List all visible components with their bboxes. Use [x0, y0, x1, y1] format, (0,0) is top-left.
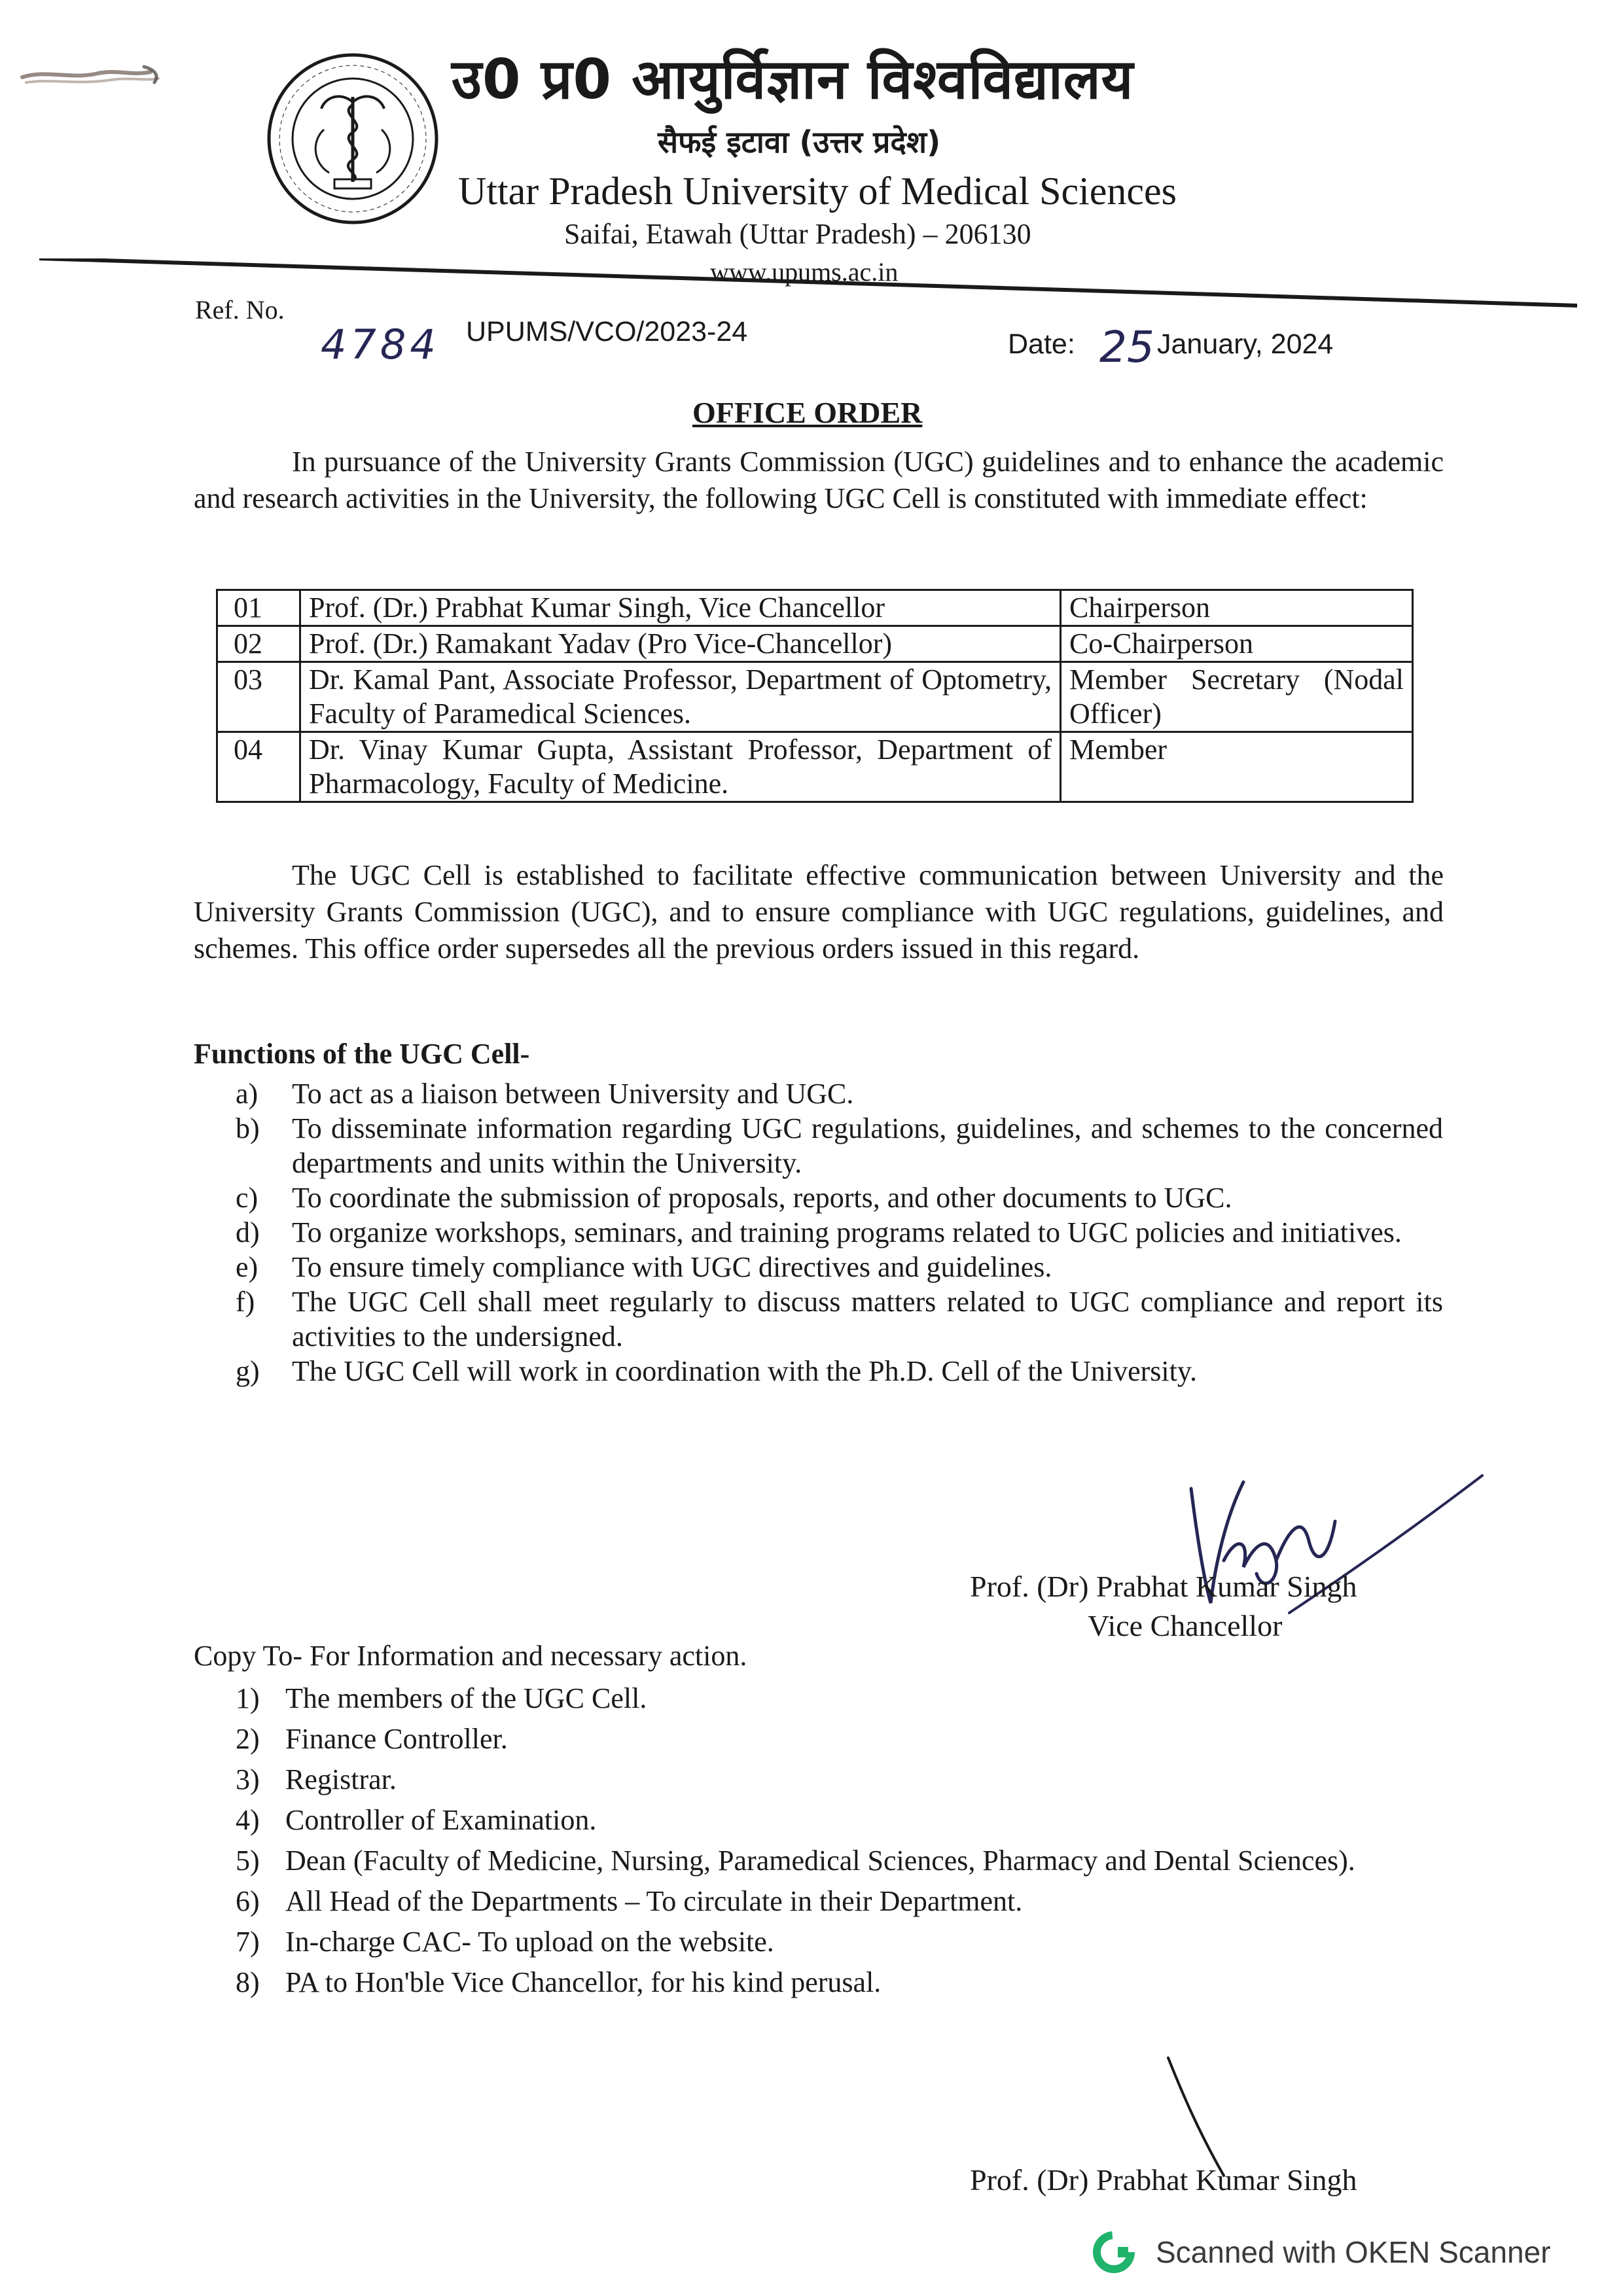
university-location-hindi: सैफई इटावा (उत्तर प्रदेश)	[658, 124, 941, 160]
list-item	[236, 1284, 1443, 1354]
list-marker: 8)	[236, 1966, 260, 1998]
list-text: Controller of Examination.	[285, 1804, 597, 1836]
scan-smudge-mark	[20, 60, 164, 90]
list-text: The UGC Cell shall meet regularly to discuss matters related to UGC compliance and report its activities to the undersigned.	[292, 1286, 1443, 1352]
footer-signatory-name: Prof. (Dr) Prabhat Kumar Singh	[970, 2163, 1357, 2197]
member-name: Prof. (Dr.) Ramakant Yadav (Pro Vice-Chancellor)	[300, 626, 1061, 662]
reference-label: Ref. No.	[195, 295, 285, 325]
member-role: Member Secretary (Nodal Officer)	[1061, 662, 1413, 732]
list-marker: 7)	[236, 1926, 260, 1958]
list-item	[236, 1800, 1443, 1841]
member-serial: 01	[217, 590, 300, 626]
list-text: The UGC Cell will work in coordination with the Ph.D. Cell of the University.	[292, 1355, 1197, 1387]
university-name-hindi: उ0 प्र0 आयुर्विज्ञान विश्वविद्यालय	[452, 47, 1134, 111]
member-name: Prof. (Dr.) Prabhat Kumar Singh, Vice Chancellor	[300, 590, 1061, 626]
table-row	[217, 662, 1413, 732]
scanner-watermark-text: Scanned with OKEN Scanner	[1156, 2235, 1551, 2269]
member-name: Dr. Kamal Pant, Associate Professor, Department of Optometry, Faculty of Paramedical Sciences.	[300, 662, 1061, 732]
list-marker: 4)	[236, 1804, 260, 1836]
functions-list	[236, 1076, 1443, 1388]
member-role: Member	[1061, 732, 1413, 802]
list-marker: d)	[236, 1216, 260, 1248]
list-item	[236, 1841, 1443, 1881]
list-item	[236, 1678, 1443, 1719]
date-month-year: January, 2024	[1157, 328, 1334, 360]
copy-to-list	[236, 1678, 1443, 2003]
member-role: Chairperson	[1061, 590, 1413, 626]
list-item	[236, 1881, 1443, 1922]
list-item	[236, 1354, 1443, 1388]
list-marker: c)	[236, 1182, 259, 1214]
list-item	[236, 1719, 1443, 1759]
list-text: In-charge CAC- To upload on the website.	[285, 1926, 774, 1958]
list-text: The members of the UGC Cell.	[285, 1682, 647, 1714]
university-address: Saifai, Etawah (Uttar Pradesh) – 206130	[564, 218, 1031, 250]
list-text: PA to Hon'ble Vice Chancellor, for his kind perusal.	[285, 1966, 882, 1998]
list-text: Finance Controller.	[285, 1723, 508, 1755]
list-marker: 6)	[236, 1885, 260, 1917]
list-text: To disseminate information regarding UGC regulations, guidelines, and schemes to the concerned departments and units within the University.	[292, 1112, 1443, 1179]
date-day-handwritten: 25	[1099, 322, 1154, 372]
list-item	[236, 1250, 1443, 1284]
document-title: OFFICE ORDER	[692, 396, 923, 429]
list-item	[236, 1962, 1443, 2003]
list-marker: 5)	[236, 1845, 260, 1877]
list-item	[236, 1922, 1443, 1962]
list-item	[236, 1180, 1443, 1215]
list-marker: f)	[236, 1286, 255, 1318]
table-row	[217, 590, 1413, 626]
list-item	[236, 1076, 1443, 1111]
member-serial: 02	[217, 626, 300, 662]
table-row	[217, 732, 1413, 802]
list-marker: b)	[236, 1112, 260, 1144]
signatory-name: Prof. (Dr) Prabhat Kumar Singh	[970, 1570, 1357, 1603]
intro-paragraph: In pursuance of the University Grants Commission (UGC) guidelines and to enhance the academic and research activities in the University, the following UGC Cell is constituted with immediate effect:	[194, 446, 1444, 514]
scanner-logo-icon	[1092, 2230, 1136, 2274]
scanner-watermark	[1092, 2230, 1550, 2274]
member-serial: 03	[217, 662, 300, 732]
list-marker: 1)	[236, 1682, 260, 1714]
university-website: www.upums.ac.in	[710, 257, 899, 287]
reference-number-handwritten: 4784	[321, 321, 440, 368]
date-label: Date:	[1008, 328, 1075, 360]
list-marker: 2)	[236, 1723, 260, 1755]
table-row	[217, 626, 1413, 662]
purpose-paragraph: The UGC Cell is established to facilitate effective communication between University and the University Grants Commission (UGC), and to ensure compliance with UGC regulations, guidelines, and schemes. This office order supersedes all the previous orders issued in this regard.	[194, 859, 1444, 964]
list-text: To act as a liaison between University and UGC.	[292, 1078, 854, 1110]
list-marker: e)	[236, 1251, 259, 1283]
list-item	[236, 1759, 1443, 1800]
list-text: Dean (Faculty of Medicine, Nursing, Paramedical Sciences, Pharmacy and Dental Sciences).	[285, 1845, 1355, 1877]
university-seal-logo	[265, 51, 440, 226]
university-name-english: Uttar Pradesh University of Medical Sciences	[458, 169, 1177, 213]
member-role: Co-Chairperson	[1061, 626, 1413, 662]
list-item	[236, 1111, 1443, 1180]
member-name: Dr. Vinay Kumar Gupta, Assistant Professor, Department of Pharmacology, Faculty of Medicine.	[300, 732, 1061, 802]
list-marker: a)	[236, 1078, 259, 1110]
list-marker: 3)	[236, 1763, 260, 1795]
ugc-cell-members-table	[216, 589, 1414, 803]
list-text: Registrar.	[285, 1763, 397, 1795]
member-serial: 04	[217, 732, 300, 802]
reference-code: UPUMS/VCO/2023-24	[466, 316, 748, 347]
functions-heading: Functions of the UGC Cell-	[194, 1038, 530, 1070]
copy-to-heading: Copy To- For Information and necessary action.	[194, 1640, 747, 1672]
list-marker: g)	[236, 1355, 260, 1387]
list-text: To coordinate the submission of proposals, reports, and other documents to UGC.	[292, 1182, 1232, 1214]
list-text: To ensure timely compliance with UGC directives and guidelines.	[292, 1251, 1052, 1283]
signatory-designation: Vice Chancellor	[1088, 1609, 1283, 1642]
list-item	[236, 1215, 1443, 1250]
list-text: To organize workshops, seminars, and training programs related to UGC policies and initiatives.	[292, 1216, 1402, 1248]
list-text: All Head of the Departments – To circulate in their Department.	[285, 1885, 1023, 1917]
